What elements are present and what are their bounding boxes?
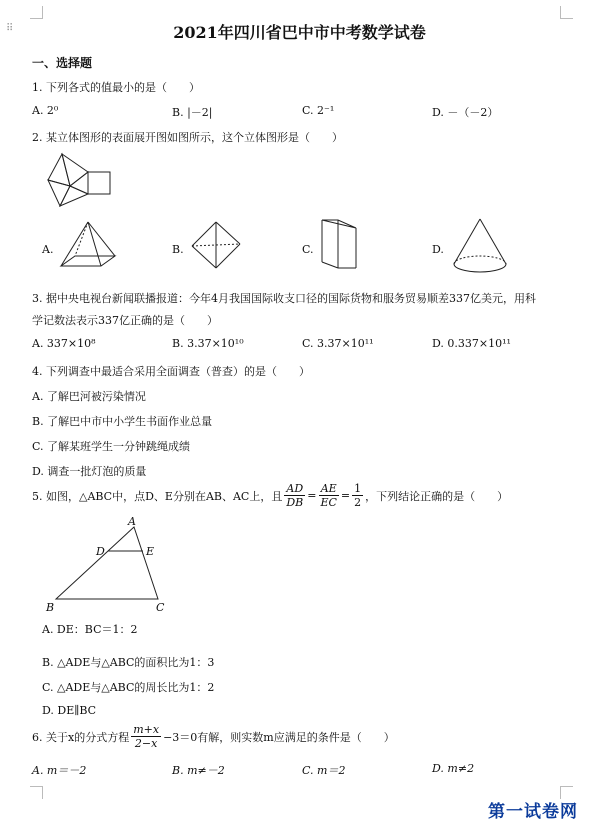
question-3-option-d: D. 0.337×10¹¹ [432, 337, 511, 350]
vertex-label-a: A [128, 515, 136, 528]
fraction-ae-ec [318, 482, 338, 509]
question-6-stem-prefix: 6. 关于x的分式方程 [32, 730, 130, 744]
question-2-stem: 2. 某立体图形的表面展开图如图所示，这个立体图形是（ ） [32, 131, 343, 144]
triangle-abc-figure [40, 515, 180, 615]
corner-mark-top-left [30, 6, 43, 19]
question-3-line-1: 3. 据中央电视台新闻联播报道：今年4月我国国际收支口径的国际货物和服务贸易顺差337亿美元，用科 [32, 292, 536, 305]
fraction-numerator: m+x [133, 723, 160, 736]
fraction-numerator: 1 [354, 482, 362, 495]
question-6-option-d: D. m≠2 [432, 762, 475, 775]
question-2-option-d-letter: D. [432, 243, 444, 256]
question-6-option-b: B. m≠－2 [172, 764, 225, 777]
fraction-m-plus-x-over-2-minus-x [131, 723, 161, 750]
cone-figure [450, 216, 512, 276]
watermark-logo: 第一试卷网 [488, 802, 578, 822]
fraction-denominator: EC [320, 496, 337, 509]
question-5-stem-suffix: ，下列结论正确的是（ ） [365, 489, 509, 503]
question-5-option-a: A. DE：BC＝1：2 [42, 623, 138, 636]
question-2-option-b-letter: B. [172, 243, 184, 256]
question-5-stem-prefix: 5. 如图，△ABC中，点D、E分别在AB、AC上，且 [32, 489, 283, 503]
question-4-option-a: A. 了解巴河被污染情况 [32, 390, 146, 403]
question-4-stem: 4. 下列调查中最适合采用全面调查（普查）的是（ ） [32, 365, 310, 378]
question-3-line-2: 学记数法表示337亿正确的是（ ） [32, 314, 218, 327]
vertex-label-c: C [156, 601, 165, 614]
fraction-ad-db [284, 482, 305, 509]
question-1-option-a: A. 2⁰ [32, 104, 59, 117]
question-2-option-c-letter: C. [302, 243, 314, 256]
fraction-denominator: 2 [354, 496, 362, 509]
corner-mark-top-right [560, 6, 573, 19]
question-3-option-a: A. 337×10⁸ [32, 337, 96, 350]
question-6-stem [32, 723, 395, 750]
question-5-option-c: C. △ADE与△ABC的周长比为1：2 [42, 681, 215, 694]
drag-handle-icon[interactable]: ⠿ [6, 23, 14, 34]
equals-sign: = [307, 489, 317, 502]
question-5-option-d: D. DE∥BC [42, 704, 97, 717]
question-5-stem [32, 482, 508, 509]
section-heading: 一、选择题 [32, 56, 93, 70]
question-4-option-c: C. 了解某班学生一分钟跳绳成绩 [32, 440, 191, 453]
question-1-option-d: D. －（－2） [432, 106, 499, 119]
question-3-option-b: B. 3.37×10¹⁰ [172, 337, 244, 350]
question-3-option-c: C. 3.37×10¹¹ [302, 337, 374, 350]
vertex-label-d: D [96, 545, 105, 558]
fraction-one-half [352, 482, 363, 509]
vertex-label-e: E [146, 545, 155, 558]
prism-figure [318, 216, 366, 272]
question-1-option-c: C. 2⁻¹ [302, 104, 335, 117]
corner-mark-bottom-left [30, 786, 43, 799]
question-6-stem-suffix: −3＝0有解，则实数m应满足的条件是（ ） [163, 730, 395, 744]
fraction-denominator: 2−x [134, 737, 158, 750]
question-1-stem: 1. 下列各式的值最小的是（ ） [32, 81, 200, 94]
fraction-numerator: AD [286, 482, 304, 495]
question-5-option-b: B. △ADE与△ABC的面积比为1：3 [42, 656, 215, 669]
question-6-option-c: C. m＝2 [302, 764, 346, 777]
page-title: 2021年四川省巴中市中考数学试卷 [173, 23, 426, 42]
fraction-denominator: DB [286, 496, 304, 509]
vertex-label-b: B [46, 601, 55, 614]
tetrahedron-figure [188, 218, 248, 272]
question-4-option-d: D. 调查一批灯泡的质量 [32, 465, 147, 478]
question-1-option-b: B. |－2| [172, 106, 213, 119]
question-2-option-a-letter: A. [42, 243, 54, 256]
fraction-numerator: AE [320, 482, 337, 495]
question-4-option-b: B. 了解巴中市中小学生书面作业总量 [32, 415, 213, 428]
net-figure [40, 150, 130, 210]
equals-sign: = [340, 489, 351, 502]
question-6-option-a: A. m＝－2 [32, 764, 87, 777]
pyramid-figure [55, 218, 120, 272]
